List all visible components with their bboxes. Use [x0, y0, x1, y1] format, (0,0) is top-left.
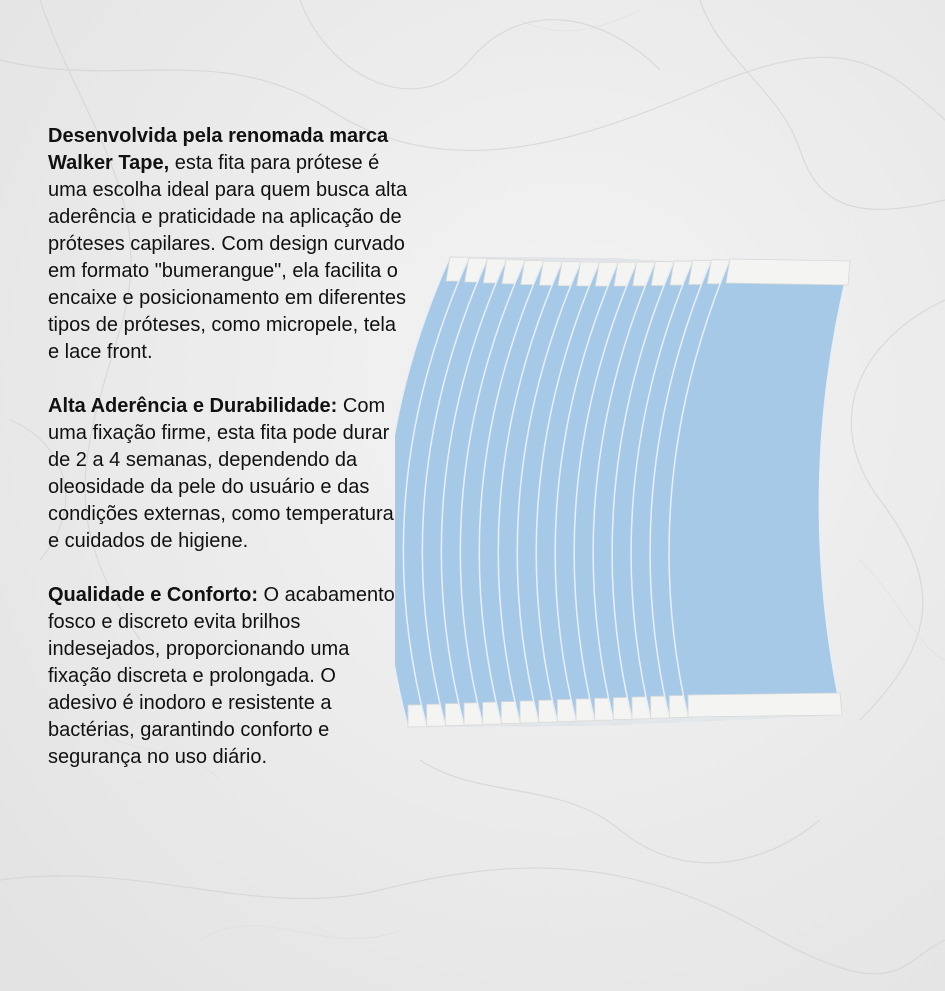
tape-liner-bottom: [688, 693, 842, 717]
description-text: [48, 123, 408, 798]
adherence-text: Com uma fixação firme, esta fita pode durar de 2 a 4 semanas, dependendo da oleosidade da pele do usuário e das condições externas, como temperatura e cuidados de higiene.: [48, 395, 394, 552]
quality-paragraph: [48, 582, 408, 771]
intro-text: esta fita para prótese é uma escolha ideal para quem busca alta aderência e praticidade na aplicação de próteses capilares. Com design curvado em formato "bumerangue", ela facilita o encaixe e posicionamento em diferentes tipos de próteses, como micropele, tela e lace front.: [48, 152, 408, 363]
adherence-heading: Alta Aderência e Durabilidade:: [48, 395, 338, 417]
quality-heading: Qualidade e Conforto:: [48, 584, 258, 606]
tape-strips: [395, 257, 850, 727]
adherence-paragraph: [48, 393, 408, 555]
intro-paragraph: [48, 123, 408, 366]
intro-bold: Desenvolvida pela renomada marca Walker Tape,: [48, 125, 389, 174]
quality-text: O acabamento fosco e discreto evita brilhos indesejados, proporcionando uma fixação discreta e prolongada. O adesivo é inodoro e resistente a bactérias, garantindo conforto e segurança no uso diário.: [48, 584, 395, 768]
tape-strips-illustration: [395, 245, 930, 745]
tape-liner-top: [726, 259, 850, 285]
